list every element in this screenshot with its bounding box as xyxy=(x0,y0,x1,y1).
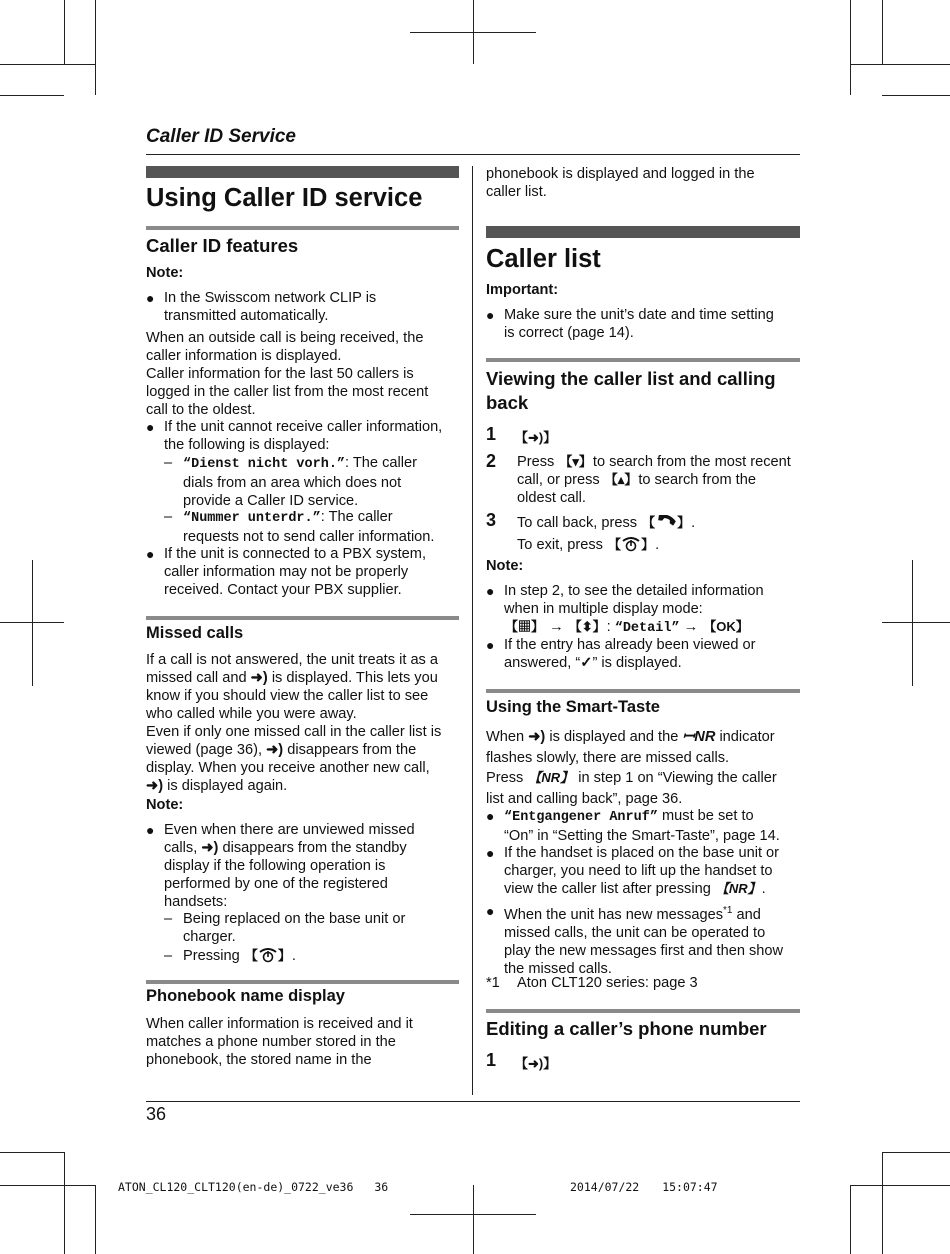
missed-call-icon: ➜) xyxy=(266,742,284,758)
missed-call-icon: ➜) xyxy=(146,778,164,794)
text-line: view the caller list after pressing xyxy=(504,881,711,897)
text-line: If the handset is placed on the base unit or xyxy=(504,845,780,861)
paragraph xyxy=(486,165,806,201)
bullet-dot: ● xyxy=(486,583,495,599)
bullet-dot: ● xyxy=(146,290,155,306)
step-number: 1 xyxy=(486,424,497,444)
bullet-item: ● If the handset is placed on the base unit or charger, you need to lift up the handset to view the caller list after pressing 【NR】. xyxy=(486,844,806,898)
text-line: Make sure the unit’s date and time setting xyxy=(504,307,774,323)
text-line: charger. xyxy=(183,929,236,945)
nav-down-icon: 【▾】 xyxy=(559,454,592,469)
page-heading: Using Caller ID service xyxy=(146,184,423,212)
display-message: “Entgangener Anruf” xyxy=(504,810,658,825)
paragraph xyxy=(146,1015,466,1069)
section-title: Caller ID Service xyxy=(146,126,296,147)
text-line: Caller information for the last 50 callers is xyxy=(146,366,414,382)
dash-item: – Being replaced on the base unit or charger. xyxy=(164,910,464,946)
text-line: in step 1 on “Viewing the caller xyxy=(578,770,777,786)
missed-call-key: 【➜)】 xyxy=(515,430,557,445)
text-line: When caller information is received and it xyxy=(146,1016,413,1032)
text-line: If the unit cannot receive caller information, xyxy=(164,419,443,435)
missed-call-icon: ➜) xyxy=(528,729,546,745)
text-line: must be set to xyxy=(662,808,754,824)
text-line: logged in the caller list from the most recent xyxy=(146,384,429,400)
off-hook-icon: 【 】 xyxy=(641,512,691,534)
subheading-editing-caller-number: Editing a caller’s phone number xyxy=(486,1018,767,1039)
bullet-item: ● In step 2, to see the detailed information when in multiple display mode: 【▦】 → 【⬍】: “Detail” → 【OK】 xyxy=(486,582,806,638)
text-line: Viewing the caller list and calling xyxy=(486,368,776,389)
bullet-item xyxy=(486,306,806,342)
display-message: “Nummer unterdr.” xyxy=(183,511,321,526)
bullet-item xyxy=(146,418,466,454)
column-divider xyxy=(472,166,473,1095)
text-line: received. Contact your PBX supplier. xyxy=(164,582,402,598)
text-line: When an outside call is being received, the xyxy=(146,330,424,346)
text-line: who called while you were away. xyxy=(146,706,357,722)
text-line: handsets: xyxy=(164,894,228,910)
bullet-dot: ● xyxy=(486,808,495,824)
text-line: disappears from the standby xyxy=(222,840,407,856)
text-line: If the unit is connected to a PBX system, xyxy=(164,546,427,562)
subheading-smart-taste: Using the Smart-Taste xyxy=(486,698,660,716)
text-line: the following is displayed: xyxy=(164,437,330,453)
header-rule xyxy=(146,154,800,155)
text-line: caller information may not be properly xyxy=(164,564,409,580)
up-down-nav-icon: 【⬍】 xyxy=(568,619,606,634)
divider xyxy=(486,358,800,362)
step-number: 1 xyxy=(486,1050,497,1070)
text-line: caller information is displayed. xyxy=(146,348,342,364)
divider xyxy=(486,689,800,693)
text-line: call, or press xyxy=(517,472,600,488)
nr-icon: ꟷNR xyxy=(682,729,716,745)
print-file: ATON_CL120_CLT120(en-de)_0722_ve36 xyxy=(118,1180,354,1194)
text-line: missed call and xyxy=(146,670,247,686)
heading-bar xyxy=(486,226,800,238)
important-label: Important: xyxy=(486,282,559,298)
missed-call-icon: ➜) xyxy=(201,840,219,856)
text-line: In step 2, to see the detailed information xyxy=(504,583,764,599)
bullet-dot: ● xyxy=(486,845,495,861)
power-off-icon: 【 】 xyxy=(608,537,655,552)
text-line: caller list. xyxy=(486,184,547,200)
bullet-dot: ● xyxy=(146,546,155,562)
footnote-text: Aton CLT120 series: page 3 xyxy=(517,975,698,991)
bullet-item xyxy=(486,902,806,978)
print-info xyxy=(118,1180,388,1194)
text-line: is displayed again. xyxy=(167,778,288,794)
divider xyxy=(146,980,459,984)
text-line: display. When you receive another new call, xyxy=(146,760,430,776)
paragraph xyxy=(146,651,466,795)
missed-call-key: 【➜)】 xyxy=(515,1056,557,1071)
text-line: Press xyxy=(486,770,524,786)
bullet-dot: ● xyxy=(486,903,495,919)
bullet-item xyxy=(146,289,461,325)
text-line: Being replaced on the base unit or xyxy=(183,911,406,927)
bullet-dot: ● xyxy=(146,822,155,838)
subheading-viewing-caller-list xyxy=(486,367,806,415)
nr-icon: 【NR】 xyxy=(528,770,574,785)
bullet-item xyxy=(146,821,466,911)
text-line: the missed calls. xyxy=(504,960,612,977)
print-date: 2014/07/22 xyxy=(570,1180,640,1194)
dash-item: – “Dienst nicht vorh.”: The caller dials from an area which does not provide a Caller ID service. xyxy=(164,454,464,510)
text-line: To call back, press xyxy=(517,515,638,531)
missed-call-icon: ➜) xyxy=(250,670,268,686)
text-line: phonebook is displayed and logged in the xyxy=(486,166,755,182)
page-heading: Caller list xyxy=(486,245,601,273)
text-line: back xyxy=(486,392,529,413)
text-line: display if the following operation is xyxy=(164,858,386,874)
text-line: dials from an area which does not xyxy=(183,475,402,491)
display-message: “Detail” xyxy=(614,621,680,636)
ok-label: OK xyxy=(716,619,736,634)
check-icon: ✓ xyxy=(580,655,593,671)
text-line: is displayed. This lets you xyxy=(271,670,438,686)
text-line: to search from the most recent xyxy=(592,454,791,470)
paragraph xyxy=(146,329,466,419)
text-line: flashes slowly, there are missed calls. xyxy=(486,749,730,766)
page-number: 36 xyxy=(146,1104,167,1124)
text-line: requests not to send caller information. xyxy=(183,529,435,545)
text-line: when in multiple display mode: xyxy=(504,601,703,617)
text-line: phonebook, the stored name in the xyxy=(146,1052,372,1068)
step-number: 2 xyxy=(486,451,497,471)
bullet-dot: ● xyxy=(146,419,155,435)
text-line: : The caller xyxy=(345,455,417,471)
text-line: viewed (page 36), xyxy=(146,742,263,758)
subheading-caller-id-features: Caller ID features xyxy=(146,235,299,256)
text-line: In the Swisscom network CLIP is xyxy=(164,290,377,306)
bullet-dot: ● xyxy=(486,307,495,323)
footnote-mark: *1 xyxy=(486,975,500,991)
text-line: Pressing xyxy=(183,948,240,964)
text-line: disappears from the xyxy=(287,742,417,758)
text-line: calls, xyxy=(164,840,198,856)
nr-icon: 【NR】 xyxy=(715,881,761,896)
text-line: “On” in “Setting the Smart-Taste”, page 14. xyxy=(504,828,780,844)
text-line: is correct (page 14). xyxy=(504,325,634,341)
text-line: transmitted automatically. xyxy=(164,308,329,324)
bullet-item xyxy=(486,807,806,845)
footnote xyxy=(486,974,806,992)
print-time: 15:07:47 xyxy=(662,1180,718,1194)
power-off-icon: 【 】 xyxy=(244,948,291,963)
divider xyxy=(486,1009,800,1013)
note-label: Note: xyxy=(146,797,184,813)
text-line: list and calling back”, page 36. xyxy=(486,790,683,807)
text-line: and xyxy=(732,906,761,923)
bullet-item xyxy=(146,545,466,599)
text-line: answered, “ xyxy=(504,655,581,671)
text-line: When xyxy=(486,729,525,745)
bullet-item xyxy=(486,636,806,672)
step-text xyxy=(517,453,807,507)
text-line: provide a Caller ID service. xyxy=(183,493,359,509)
display-message: “Dienst nicht vorh.” xyxy=(183,457,346,472)
text-line: Even if only one missed call in the caller list is xyxy=(146,724,442,740)
menu-icon: 【▦】 xyxy=(505,619,545,634)
footnote-ref: *1 xyxy=(723,905,733,916)
bullet-dot: ● xyxy=(486,637,495,653)
text-line: missed calls, the unit can be operated to xyxy=(504,924,766,941)
text-line: ” is displayed. xyxy=(592,655,682,671)
text-line: to search from the xyxy=(638,472,756,488)
text-line: If a call is not answered, the unit treats it as a xyxy=(146,652,439,668)
text-line: is displayed and the xyxy=(549,729,679,745)
footer-rule xyxy=(146,1101,800,1102)
nav-up-icon: 【▴】 xyxy=(604,472,638,487)
step-number: 3 xyxy=(486,510,497,530)
text-line: performed by one of the registered xyxy=(164,876,388,892)
text-line: Press xyxy=(517,454,555,470)
text-line: : The caller xyxy=(320,509,393,525)
dash-item: – Pressing 【 】. xyxy=(164,948,296,964)
text-line: indicator xyxy=(719,729,775,745)
heading-bar xyxy=(146,166,459,178)
subheading-missed-calls: Missed calls xyxy=(146,624,244,642)
divider xyxy=(146,616,459,620)
text-line: matches a phone number stored in the xyxy=(146,1034,396,1050)
text-line: Even when there are unviewed missed xyxy=(164,822,415,838)
text-line: To exit, press xyxy=(517,537,603,553)
text-line: charger, you need to lift up the handset to xyxy=(504,863,773,879)
text-line: play the new messages first and then show xyxy=(504,942,784,959)
text-line: know if you should view the caller list to see xyxy=(146,688,429,704)
print-page: 36 xyxy=(374,1180,389,1194)
text-line: If the entry has already been viewed or xyxy=(504,637,756,653)
subheading-phonebook-name-display: Phonebook name display xyxy=(146,987,345,1005)
note-label: Note: xyxy=(146,265,184,281)
dash-item: – “Nummer unterdr.”: The caller requests not to send caller information. xyxy=(164,508,464,546)
note-label: Note: xyxy=(486,558,524,574)
paragraph xyxy=(486,727,806,809)
text-line: oldest call. xyxy=(517,490,586,506)
text-line: When the unit has new messages xyxy=(504,906,724,923)
ok-key: 【OK】 xyxy=(703,619,749,634)
step-text: To call back, press 【 】. To exit, press 【 】. xyxy=(517,512,807,556)
text-line: call to the oldest. xyxy=(146,402,256,418)
divider xyxy=(146,226,459,230)
print-timestamp xyxy=(570,1180,718,1194)
